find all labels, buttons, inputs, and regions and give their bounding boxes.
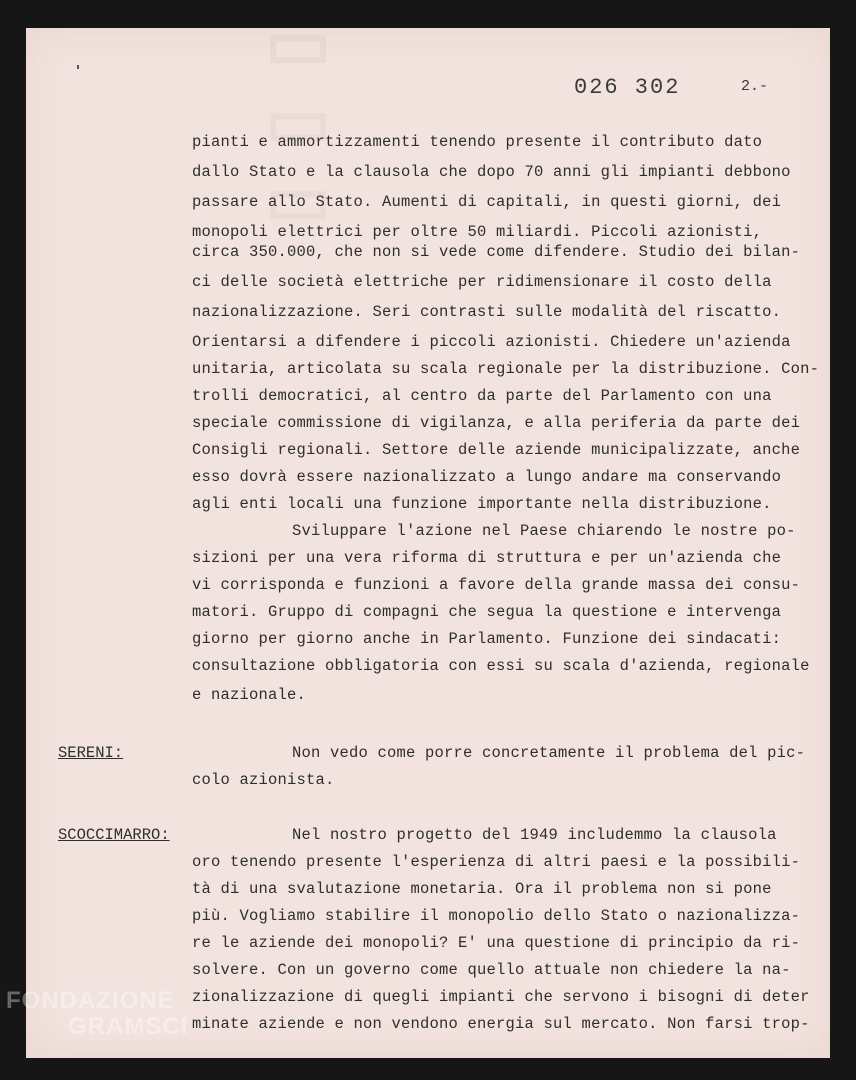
text-line: Sviluppare l'azione nel Paese chiarendo le nostre po- (292, 522, 796, 540)
text-line: ci delle società elettriche per ridimensionare il costo della (192, 273, 772, 291)
text-line: Non vedo come porre concretamente il problema del pic- (292, 744, 806, 762)
text-line: nazionalizzazione. Seri contrasti sulle modalità del riscatto. (192, 303, 782, 321)
text-line: giorno per giorno anche in Parlamento. Funzione dei sindacati: (192, 630, 782, 648)
text-line: trolli democratici, al centro da parte del Parlamento con una (192, 387, 772, 405)
speaker-label: SERENI: (58, 744, 124, 762)
text-line: re le aziende dei monopoli? E' una questione di principio da ri- (192, 934, 801, 952)
text-line: unitaria, articolata su scala regionale per la distribuzione. Con- (192, 360, 820, 378)
text-line: monopoli elettrici per oltre 50 miliardi. Piccoli azionisti, (192, 223, 763, 241)
text-line: speciale commissione di vigilanza, e alla periferia da parte dei (192, 414, 801, 432)
text-line: sizioni per una vera riforma di struttura e per un'azienda che (192, 549, 782, 567)
text-line: passare allo Stato. Aumenti di capitali, in questi giorni, dei (192, 193, 782, 211)
document-number: 026 302 (574, 75, 681, 100)
faint-stamp: ▯ ▯ ▯ (265, 30, 343, 235)
text-line: pianti e ammortizzamenti tenendo presente il contributo dato (192, 133, 763, 151)
text-line: e nazionale. (192, 686, 307, 704)
text-line: dallo Stato e la clausola che dopo 70 anni gli impianti debbono (192, 163, 791, 181)
document-page (26, 28, 830, 1058)
speaker-label: SCOCCIMARRO: (58, 826, 170, 844)
logo-line-2: GRAMSCI (68, 1013, 189, 1040)
text-line: minate aziende e non vendono energia sul mercato. Non farsi trop- (192, 1015, 810, 1033)
text-line: vi corrisponda e funzioni a favore della grande massa dei consu- (192, 576, 801, 594)
text-line: più. Vogliamo stabilire il monopolio dello Stato o nazionalizza- (192, 907, 801, 925)
text-line: esso dovrà essere nazionalizzato a lungo andare ma conservando (192, 468, 782, 486)
text-line: matori. Gruppo di compagni che segua la questione e intervenga (192, 603, 782, 621)
foundation-logo (6, 988, 188, 1040)
text-line: consultazione obbligatoria con essi su scala d'azienda, regionale (192, 657, 810, 675)
text-line: agli enti locali una funzione importante nella distribuzione. (192, 495, 772, 513)
text-line: oro tenendo presente l'esperienza di altri paesi e la possibili- (192, 853, 801, 871)
text-line: solvere. Con un governo come quello attuale non chiedere la na- (192, 961, 791, 979)
text-line: tà di una svalutazione monetaria. Ora il problema non si pone (192, 880, 772, 898)
text-line: zionalizzazione di quegli impianti che servono i bisogni di deter (192, 988, 810, 1006)
text-line: Orientarsi a difendere i piccoli azionisti. Chiedere un'azienda (192, 333, 791, 351)
text-line: colo azionista. (192, 771, 335, 789)
page-number: 2.- (741, 78, 769, 95)
ink-mark (77, 65, 79, 69)
text-line: Nel nostro progetto del 1949 includemmo la clausola (292, 826, 777, 844)
text-line: Consigli regionali. Settore delle aziende municipalizzate, anche (192, 441, 801, 459)
text-line: circa 350.000, che non si vede come difendere. Studio dei bilan- (192, 243, 801, 261)
logo-line-1: FONDAZIONE (6, 987, 175, 1014)
